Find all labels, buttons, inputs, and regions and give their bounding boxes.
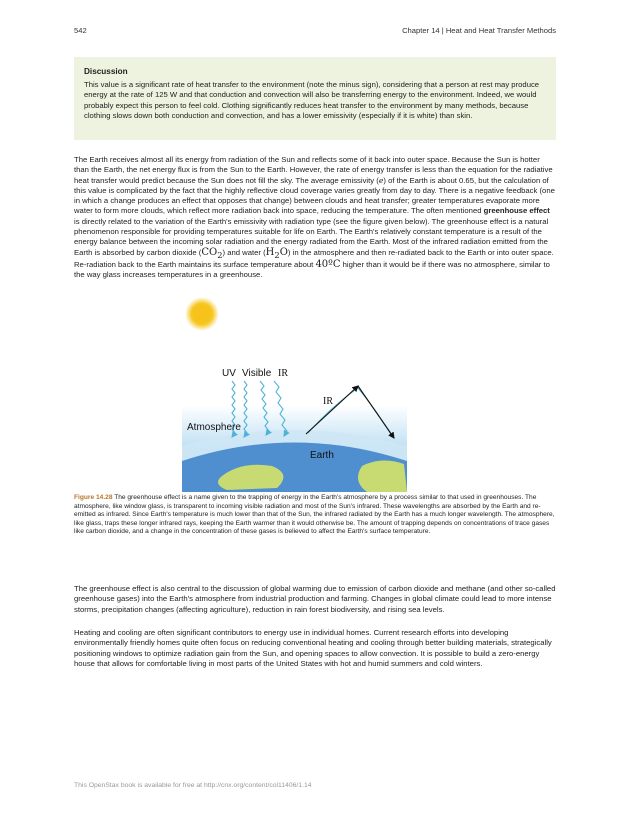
discussion-body: This value is a significant rate of heat transfer to the environment (note the minus sign), considering that a person at rest may produce energy at the rate of 125 W and that conduction and convection will also be transferring energy to the environment. Indeed, we would probably expect this person to feel cold. Clothing significantly reduces heat transfer to the environment by many methods, because clothing slows down both conduction and convection, and has a lower emissivity (especially if it is white) than skin.: [84, 80, 540, 120]
ir-right-label: IR: [323, 396, 333, 407]
emissivity-symbol: e: [378, 175, 384, 185]
uv-label: UV: [222, 368, 236, 379]
atmosphere-label: Atmosphere: [187, 422, 241, 433]
h2o-formula: $H_2O$: [265, 246, 288, 260]
ir-top-label: IR: [278, 368, 288, 379]
footer-note: This OpenStax book is available for free at http://cnx.org/content/col11406/1.14: [74, 782, 312, 789]
greenhouse-effect-term: greenhouse effect: [483, 206, 550, 216]
co2-formula: $CO_2$: [201, 246, 223, 260]
earth-radiation-paragraph: The Earth receives almost all its energy from radiation of the Sun and reflects some of it back into outer space. Because the Sun is hotter than the Earth, the net energy flux is from the Sun to the Earth. However, the rate of energy transfer is less than the equation for the radiative heat transfer would predict because the Sun does not fill the sky. The average emissivity (e) of the Earth is about 0.65, but the calculation of this value is complicated by the fact that the highly reflective cloud coverage varies greatly from day to day. There is a negative feedback (one in which a change produces an effect that opposes that change) between clouds and heat transfer; greater temperatures evaporate more water to form more clouds, which reflect more radiation back into space, reducing the temperature. The often mentioned greenhouse effect is directly related to the variation of the Earth's emissivity with radiation type (see the figure given below). The greenhouse effect is a natural phenomenon responsible for providing temperatures suitable for life on Earth. The Earth's relatively constant temperature is a result of the energy balance between the incoming solar radiation and the energy radiated from the Earth. Most of the infrared radiation emitted from the Earth is absorbed by carbon dioxide $(CO_2)$ and water $(H_2O)$ in the atmosphere and then re-radiated back to the Earth or into outer space. Re-radiation back to the Earth maintains its surface temperature about 40ºC higher than it would be if there was no atmosphere, similar to the way glass increases temperatures in a greenhouse.: [74, 155, 555, 280]
home-heating-paragraph: Heating and cooling are often significant contributors to energy use in individual homes. Current research efforts into developing environmentally friendly homes quite often focus on reducing conventional heating and cooling through better building materials, strategically positioning windows to optimize radiation gain from the Sun, and opening spaces to allow convection. It is possible to build a zero-energy house that allows for comfortable living in most parts of the United States with hot and humid summers and cold winters.: [74, 628, 552, 668]
chapter-header: Chapter 14 | Heat and Heat Transfer Methods: [402, 26, 556, 35]
land-right: [358, 460, 407, 492]
sun-icon: [185, 297, 219, 331]
figure-label: Figure 14.28: [74, 494, 113, 501]
page-number: 542: [74, 26, 87, 35]
global-warming-paragraph: The greenhouse effect is also central to the discussion of global warming due to emission of carbon dioxide and methane (and other so-called greenhouse gases) into the Earth's atmosphere from industrial production and farming. Changes in global climate could lead to more intense storms, precipitation changes (affecting agriculture), reduction in rain forest biodiversity, and rising sea levels.: [74, 584, 556, 614]
greenhouse-effect-figure: [182, 296, 407, 492]
temperature-value: 40ºC: [315, 258, 341, 270]
figure-caption: Figure 14.28 The greenhouse effect is a name given to the trapping of energy in the Earth's atmosphere by a process similar to that used in greenhouses. The atmosphere, like window glass, is transparent to incoming visible radiation and most of the Sun's infrared. These wavelengths are absorbed by the Earth and re-emitted as infrared. Since Earth's temperature is much lower than that of the Sun, the infrared radiated by the Earth has a much longer wavelength. The atmosphere, like glass, traps these longer infrared rays, keeping the Earth warmer than it would otherwise be. The amount of trapping depends on concentrations of trace gases like carbon dioxide, and a change in the concentration of these gases is believed to affect the Earth's surface temperature.: [74, 494, 555, 536]
visible-label: Visible: [242, 368, 272, 379]
discussion-box: [74, 57, 556, 140]
discussion-title: Discussion: [84, 67, 128, 76]
earth-label: Earth: [310, 450, 334, 461]
